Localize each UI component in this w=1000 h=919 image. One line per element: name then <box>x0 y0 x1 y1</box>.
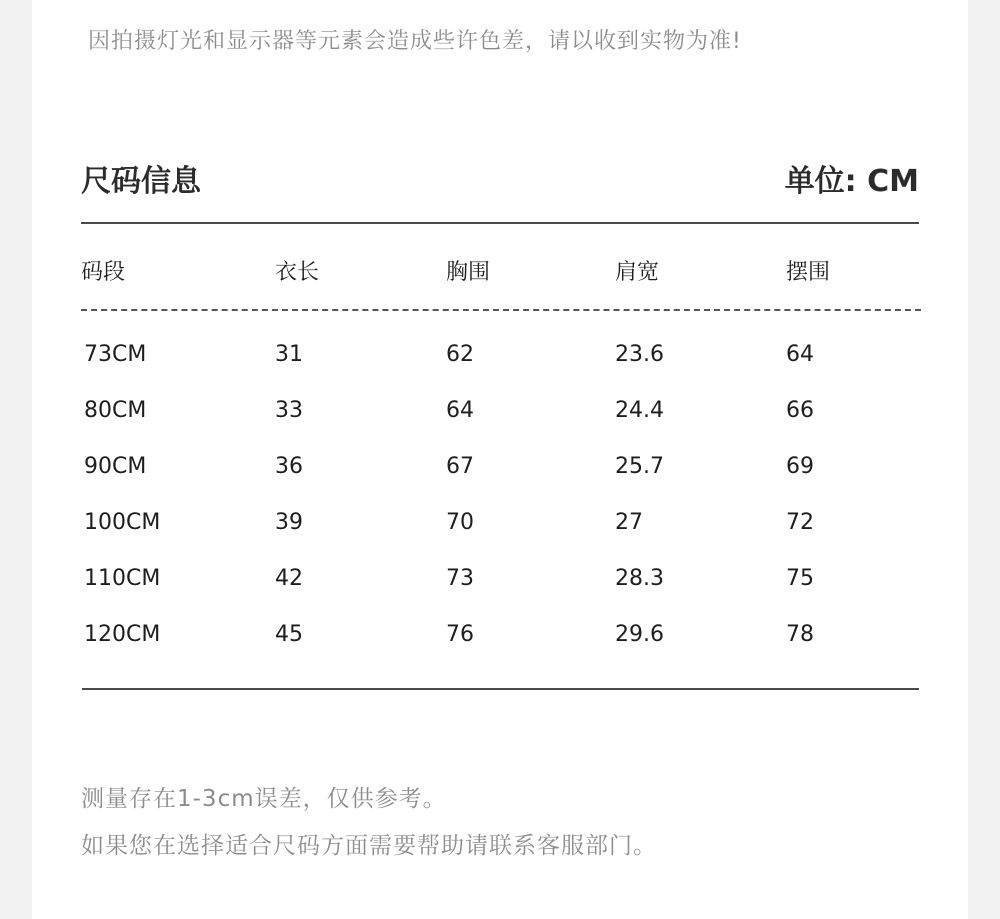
cell-size-range: 120CM <box>84 622 161 647</box>
cell-size-range: 100CM <box>84 510 161 535</box>
cell-length: 36 <box>275 454 303 479</box>
table-row <box>0 619 1000 651</box>
table-header-row <box>0 257 1000 289</box>
cell-hem: 78 <box>786 622 814 647</box>
cell-chest: 67 <box>446 454 474 479</box>
cell-size-range: 80CM <box>84 398 147 423</box>
unit-label: 单位: CM <box>784 164 919 199</box>
measurement-error-note: 测量存在1-3cm误差，仅供参考。 <box>81 786 447 812</box>
header-size-range: 码段 <box>81 260 126 285</box>
table-row <box>0 451 1000 483</box>
header-hem: 摆围 <box>786 260 831 285</box>
cell-length: 42 <box>275 566 303 591</box>
cell-length: 33 <box>275 398 303 423</box>
table-top-divider <box>81 222 919 224</box>
cell-hem: 75 <box>786 566 814 591</box>
header-shoulder: 肩宽 <box>615 260 660 285</box>
cell-chest: 76 <box>446 622 474 647</box>
cell-shoulder: 29.6 <box>615 622 664 647</box>
cell-shoulder: 27 <box>615 510 643 535</box>
table-row <box>0 563 1000 595</box>
header-dashed-divider <box>81 309 921 311</box>
cell-chest: 64 <box>446 398 474 423</box>
cell-size-range: 73CM <box>84 342 147 367</box>
cell-shoulder: 23.6 <box>615 342 664 367</box>
cell-size-range: 90CM <box>84 454 147 479</box>
cell-hem: 69 <box>786 454 814 479</box>
cell-shoulder: 24.4 <box>615 398 664 423</box>
customer-service-note: 如果您在选择适合尺码方面需要帮助请联系客服部门。 <box>81 833 657 859</box>
cell-chest: 73 <box>446 566 474 591</box>
cell-length: 45 <box>275 622 303 647</box>
header-chest: 胸围 <box>446 260 491 285</box>
color-difference-notice: 因拍摄灯光和显示器等元素会造成些许色差，请以收到实物为准! <box>88 29 742 54</box>
cell-length: 31 <box>275 342 303 367</box>
header-length: 衣长 <box>275 260 320 285</box>
cell-chest: 62 <box>446 342 474 367</box>
size-info-title: 尺码信息 <box>81 164 201 199</box>
cell-length: 39 <box>275 510 303 535</box>
table-bottom-divider <box>82 688 919 690</box>
cell-hem: 66 <box>786 398 814 423</box>
cell-size-range: 110CM <box>84 566 161 591</box>
cell-chest: 70 <box>446 510 474 535</box>
cell-shoulder: 25.7 <box>615 454 664 479</box>
cell-shoulder: 28.3 <box>615 566 664 591</box>
table-row <box>0 339 1000 371</box>
cell-hem: 64 <box>786 342 814 367</box>
table-row <box>0 395 1000 427</box>
cell-hem: 72 <box>786 510 814 535</box>
table-row <box>0 507 1000 539</box>
